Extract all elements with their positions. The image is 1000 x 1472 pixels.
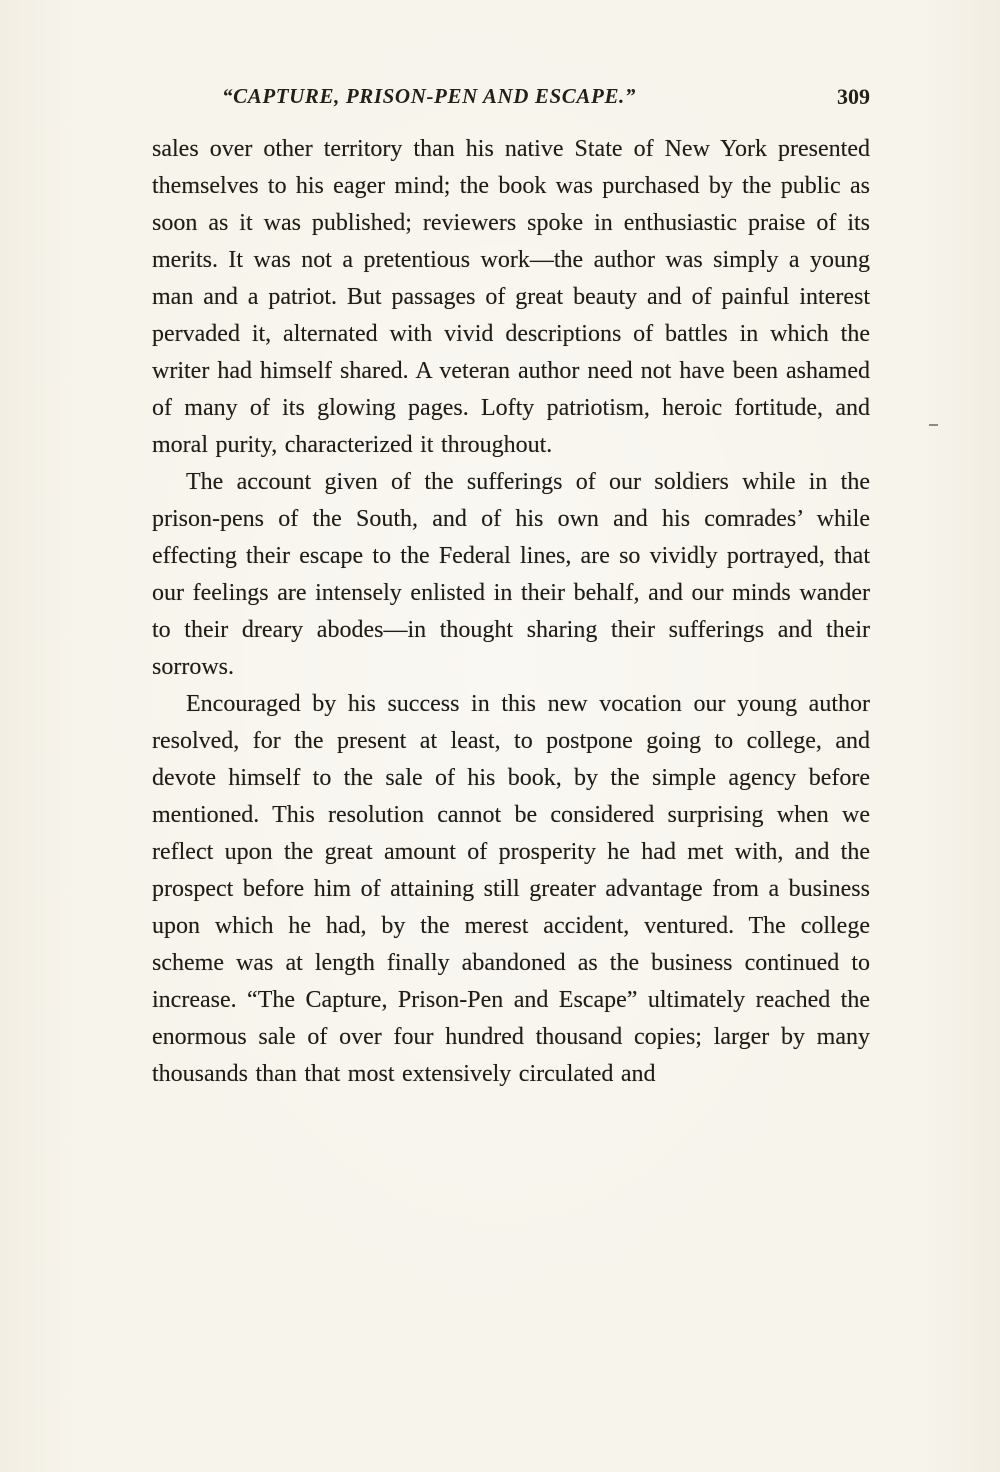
paragraph: Encouraged by his success in this new vocation our young author resolved, for the present at least, to postpone going to college, and devote himself to the sale of his book, by the simple agency before mentioned. This resolution cannot be considered surprising when we reflect upon the great amount of prosperity he had met with, and the prospect before him of attaining still greater advantage from a business upon which he had, by the merest accident, ventured. The college scheme was at length finally abandoned as the business continued to increase. “The Capture, Prison-Pen and Escape” ultimately reached the enormous sale of over four hundred thousand copies; larger by many thousands than that most extensively circulated and [152, 691, 870, 1087]
running-title: “CAPTURE, PRISON-PEN AND ESCAPE.” [222, 84, 637, 108]
page-body [152, 131, 870, 1093]
paragraph: sales over other territory than his native State of New York presented themselves to his eager mind; the book was purchased by the public as soon as it was published; reviewers spoke in enthusiastic praise of its merits. It was not a pretentious work—the author was simply a young man and a patriot. But passages of great beauty and of painful interest pervaded it, alternated with vivid descriptions of battles in which the writer had himself shared. A veteran author need not have been ashamed of many of its glowing pages. Lofty patriotism, heroic fortitude, and moral purity, characterized it throughout. [152, 136, 870, 458]
page-header [152, 84, 870, 114]
scan-artifact [929, 424, 938, 426]
paragraph: The account given of the sufferings of our soldiers while in the prison-pens of the South, and of his own and his comrades’ while effecting their escape to the Federal lines, are so vividly portrayed, that our feelings are intensely enlisted in their behalf, and our minds wander to their dreary abodes—in thought sharing their sufferings and their sorrows. [152, 469, 870, 680]
page-number: 309 [837, 84, 870, 109]
